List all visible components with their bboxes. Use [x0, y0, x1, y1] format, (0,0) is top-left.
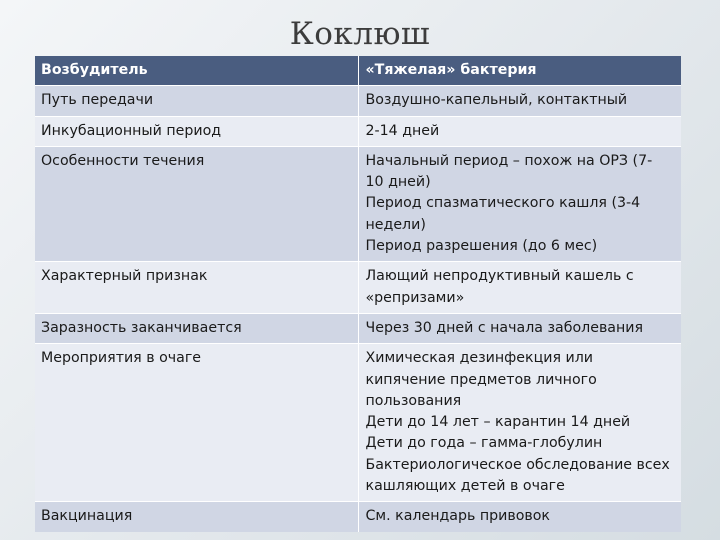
header-value-cell: «Тяжелая» бактерия: [358, 56, 681, 86]
value-line: 10 дней): [365, 174, 431, 191]
value-line: Начальный период – похож на ОРЗ (7-: [365, 152, 653, 169]
row-label: Мероприятия в очаге: [35, 344, 358, 502]
table-row: [35, 344, 681, 502]
value-line: кипячение предметов личного: [365, 371, 597, 388]
table-row: [35, 116, 681, 146]
value-line: Лающий непродуктивный кашель с: [365, 268, 634, 285]
row-label: Особенности течения: [35, 146, 358, 261]
value-line: Химическая дезинфекция или: [365, 350, 594, 367]
row-value: [358, 344, 681, 502]
info-table: [35, 56, 681, 532]
value-line: 2-14 дней: [365, 122, 440, 139]
value-line: Дети до 14 лет – карантин 14 дней: [365, 414, 631, 431]
table-row: [35, 502, 681, 532]
row-value: [358, 502, 681, 532]
value-line: Дети до года – гамма-глобулин: [365, 435, 603, 452]
row-value: [358, 313, 681, 343]
row-label: Путь передачи: [35, 86, 358, 116]
table-header-row: [35, 56, 681, 86]
row-label: Заразность заканчивается: [35, 313, 358, 343]
table-row: [35, 86, 681, 116]
value-line: Воздушно-капельный, контактный: [365, 92, 628, 109]
value-line: Период спазматического кашля (3-4: [365, 195, 641, 212]
row-label: Характерный признак: [35, 262, 358, 314]
row-label: Вакцинация: [35, 502, 358, 532]
table-row: [35, 146, 681, 261]
row-value: [358, 86, 681, 116]
value-line: недели): [365, 216, 426, 233]
value-line: пользования: [365, 392, 462, 409]
row-value: [358, 116, 681, 146]
value-line: «репризами»: [365, 289, 465, 306]
value-line: Период разрешения (до 6 мес): [365, 238, 598, 255]
table-row: [35, 313, 681, 343]
header-label-cell: Возбудитель: [35, 56, 358, 86]
row-value: [358, 146, 681, 261]
value-line: Бактериологическое обследование всех: [365, 456, 670, 473]
row-label: Инкубационный период: [35, 116, 358, 146]
table-row: [35, 262, 681, 314]
value-line: кашляющих детей в очаге: [365, 478, 565, 495]
row-value: [358, 262, 681, 314]
page-title: Коклюш: [289, 16, 431, 52]
value-line: Через 30 дней с начала заболевания: [365, 319, 644, 336]
value-line: См. календарь привовок: [365, 508, 550, 525]
